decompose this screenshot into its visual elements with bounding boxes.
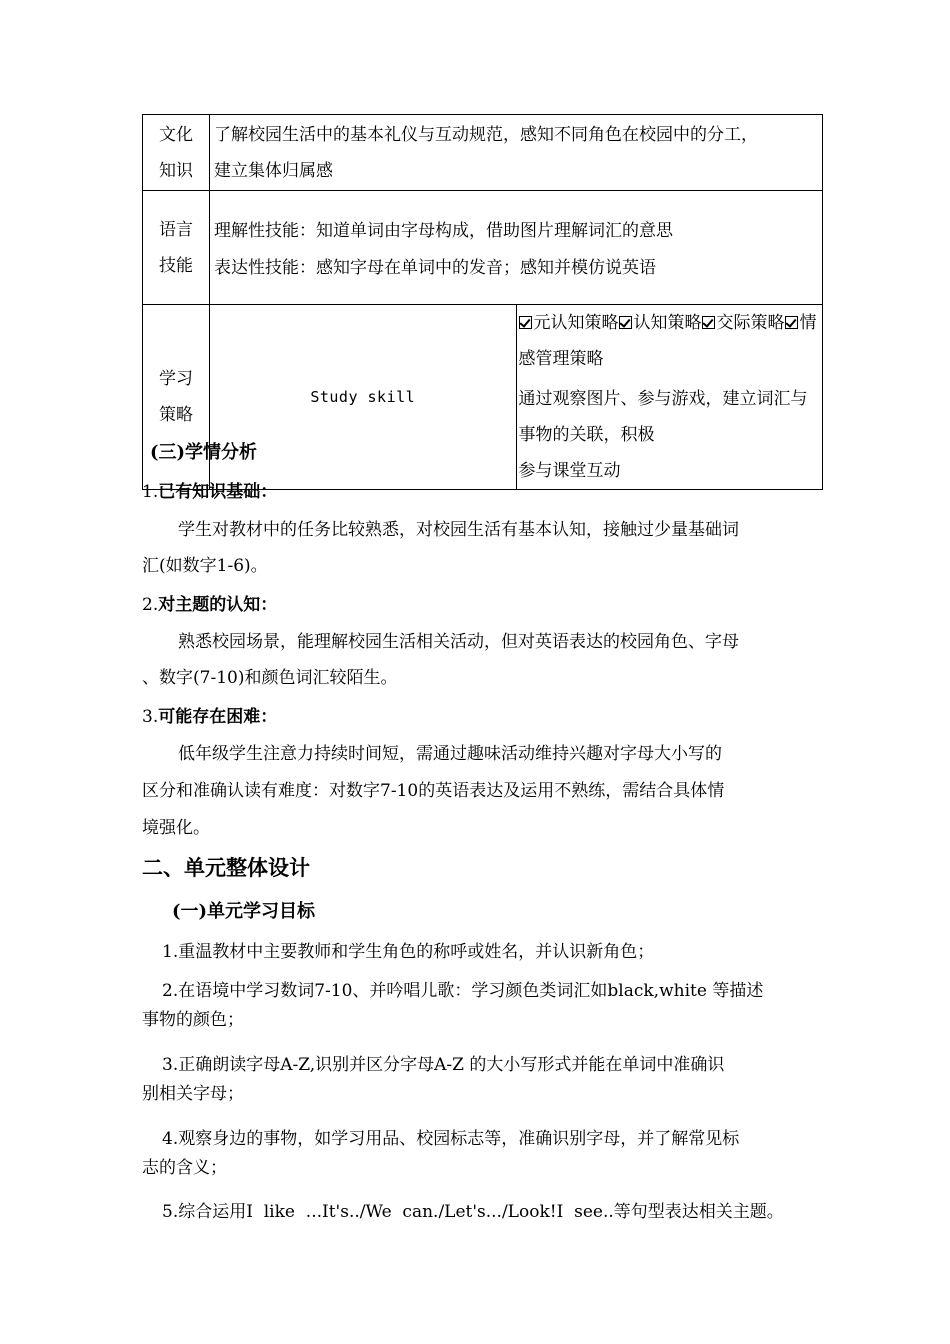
label-line: 技能 <box>159 255 193 276</box>
table-row-culture <box>143 115 823 191</box>
item-heading-topic-cognition <box>142 590 277 615</box>
row-content-language <box>210 191 823 305</box>
label-line: 策略 <box>159 405 193 425</box>
goal-line: 5.综合运用I like ...It's../We can./Let's.../Look!I see..等句型表达相关主题。 <box>162 1202 784 1222</box>
item-heading-prior-knowledge <box>142 477 277 502</box>
content-line: 理解性技能：知道单词由字母构成，借助图片理解词汇的意思 <box>214 221 673 241</box>
strategy-label: 认知策略 <box>633 313 702 333</box>
paragraph-line: 区分和准确认读有难度：对数字7-10的英语表达及运用不熟练，需结合具体情 <box>142 781 725 801</box>
label-line: 语言 <box>159 219 193 240</box>
objectives-table <box>142 114 823 490</box>
goal-line: 别相关字母； <box>142 1084 244 1104</box>
strategy-label: 元认知策略 <box>533 313 619 333</box>
item-head: 可能存在困难： <box>158 707 278 727</box>
item-head: 对主题的认知： <box>158 595 278 615</box>
content-line: 了解校园生活中的基本礼仪与互动规范，感知不同角色在校园中的分工， <box>214 124 758 145</box>
content-line: 表达性技能：感知字母在单词中的发音；感知并模仿说英语 <box>214 258 656 278</box>
table-row-language <box>143 191 823 305</box>
row-label-language <box>143 191 210 305</box>
label-line: 学习 <box>159 369 193 389</box>
content-line: 通过观察图片、参与游戏，建立词汇与事物的关联，积极 <box>518 389 808 445</box>
checked-box-icon <box>702 316 715 329</box>
strategy-checklist <box>519 305 823 377</box>
goal-line: 1.重温教材中主要教师和学生角色的称呼或姓名，并认识新角色； <box>162 942 655 962</box>
label-line: 知识 <box>159 160 193 181</box>
item-number: 2. <box>142 595 159 615</box>
item-number: 3. <box>142 707 159 727</box>
strategy-content <box>516 305 823 490</box>
item-heading-difficulties <box>142 702 277 727</box>
goal-line: 事物的颜色； <box>142 1010 244 1030</box>
paragraph-line: 汇(如数字1-6)。 <box>142 556 268 576</box>
content-line: 参与课堂互动 <box>518 461 621 481</box>
checked-box-icon <box>519 316 532 329</box>
section-title-learner-analysis: (三)学情分析 <box>150 442 258 463</box>
checked-box-icon <box>785 316 798 329</box>
paragraph-line: 低年级学生注意力持续时间短，需通过趣味活动维持兴趣对字母大小写的 <box>178 744 722 764</box>
paragraph-line: 境强化。 <box>142 818 210 838</box>
paragraph-line: 熟悉校园场景，能理解校园生活相关活动，但对英语表达的校园角色、字母 <box>178 632 739 652</box>
goal-line: 3.正确朗读字母A-Z,识别并区分字母A-Z 的大小写形式并能在单词中准确识 <box>162 1055 725 1075</box>
part-title-unit-design: 二、单元整体设计 <box>142 855 310 880</box>
row-label-culture <box>143 115 210 191</box>
item-head: 已有知识基础： <box>158 482 278 502</box>
study-skill-cell: Study skill <box>210 305 517 490</box>
goal-line: 志的含义； <box>142 1158 227 1178</box>
paragraph-line: 、数字(7-10)和颜色词汇较陌生。 <box>142 668 398 688</box>
strategy-label: 交际策略 <box>716 313 785 333</box>
row-content-culture <box>210 115 823 191</box>
content-line: 建立集体归属感 <box>214 160 333 181</box>
goal-line: 4.观察身边的事物，如学习用品、校园标志等，准确识别字母，并了解常见标 <box>162 1129 740 1149</box>
subsection-title-unit-goals: (一)单元学习目标 <box>172 901 316 922</box>
item-number: 1. <box>142 482 159 502</box>
label-line: 文化 <box>159 124 193 145</box>
paragraph-line: 学生对教材中的任务比较熟悉，对校园生活有基本认知，接触过少量基础词 <box>178 520 739 540</box>
checked-box-icon <box>619 316 632 329</box>
strategy-label: 情感管理策略 <box>518 313 817 369</box>
goal-line: 2.在语境中学习数词7-10、并吟唱儿歌：学习颜色类词汇如black,white 等描述 <box>162 981 764 1001</box>
